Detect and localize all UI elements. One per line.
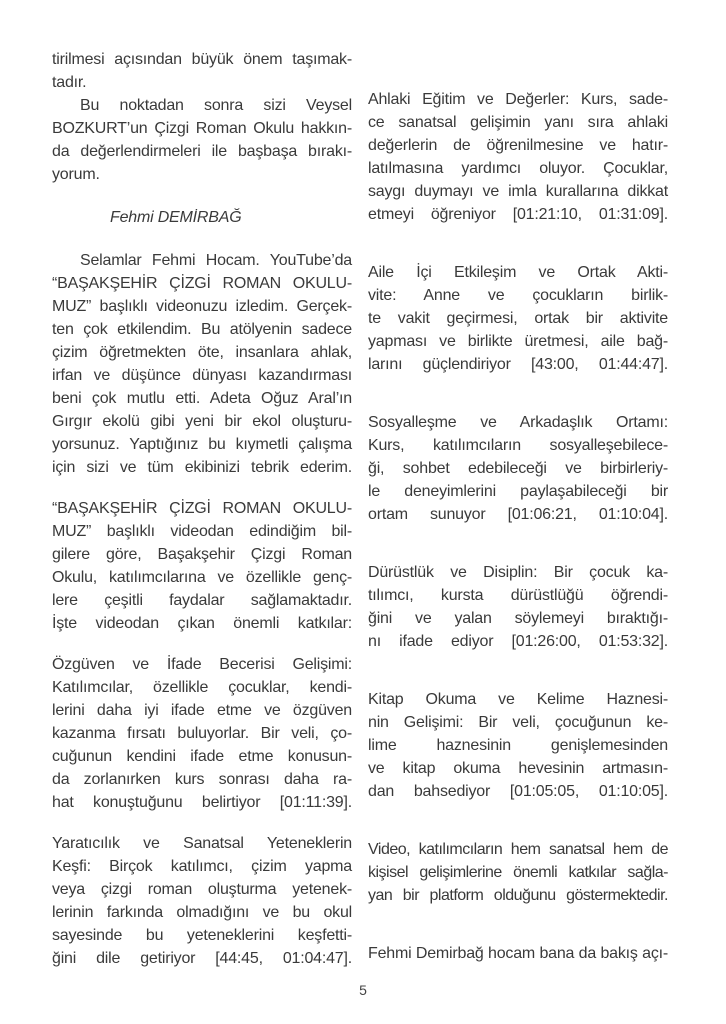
two-column-layout — [52, 48, 668, 970]
text-line: lere çeşitli faydalar sağlamaktadır. — [52, 592, 352, 609]
text-line: Okulu, katılımcılarına ve özellikle genç- — [52, 569, 352, 586]
text-line: larını güçlendiriyor [43:00, 01:44:47]. — [368, 356, 668, 373]
paragraph — [368, 561, 668, 653]
text-line: Yaratıcılık ve Sanatsal Yeteneklerin — [52, 835, 352, 852]
text-line: lerini daha iyi ifade etme ve özgüven — [52, 702, 352, 719]
text-line: Keşfi: Birçok katılımcı, çizim yapma — [52, 858, 352, 875]
text-line: Kitap Okuma ve Kelime Haznesi- — [368, 691, 668, 708]
text-line: yorum. — [52, 166, 100, 183]
text-line: irfan ve düşünce dünyası kazandırması — [52, 367, 352, 384]
text-line: tılımcı, kursta dürüstlüğü öğrendi- — [368, 587, 668, 604]
text-line: Kurs, katılımcıların sosyalleşebilece- — [368, 437, 668, 454]
text-line: kazanma fırsatı buluyorlar. Bir veli, ço- — [52, 725, 352, 742]
text-line: çizim öğretmekten öte, insanlara ahlak, — [52, 344, 352, 361]
text-line: Özgüven ve İfade Becerisi Gelişimi: — [52, 656, 352, 673]
text-line: İşte videodan çıkan önemli katkılar: — [52, 615, 352, 632]
text-line: değerlerin de öğrenilmesine ve hatır- — [368, 137, 668, 154]
text-line: MUZ” başlıklı videodan edindiğim bil- — [52, 523, 352, 540]
paragraph — [368, 942, 668, 965]
paragraph — [52, 497, 352, 635]
paragraph — [52, 653, 352, 814]
text-line: Dürüstlük ve Disiplin: Bir çocuk ka- — [368, 564, 668, 581]
paragraph — [368, 88, 668, 226]
text-line: ortam sunuyor [01:06:21, 01:10:04]. — [368, 506, 668, 523]
text-line: dan bahsediyor [01:05:05, 01:10:05]. — [368, 783, 668, 800]
paragraph — [368, 838, 668, 907]
text-line: cuğunun kendini ifade etme konusun- — [52, 748, 352, 765]
text-line: Fehmi DEMİRBAĞ — [110, 209, 242, 226]
text-line: Ahlaki Eğitim ve Değerler: Kurs, sade- — [368, 91, 668, 108]
right-column — [368, 48, 668, 970]
text-line: MUZ” başlıklı videonuzu izledim. Gerçek- — [52, 298, 352, 315]
text-line: için sizi ve tüm ekibinizi tebrik ederim. — [52, 459, 352, 476]
text-line: vite: Anne ve çocukların birlik- — [368, 287, 668, 304]
page-number: 5 — [359, 982, 367, 998]
text-line: Gırgır ekolü gibi yeni bir ekol oluşturu- — [52, 413, 352, 430]
text-line: “BAŞAKŞEHİR ÇİZGİ ROMAN OKULU- — [52, 275, 352, 292]
text-line: ği, sohbet edebileceği ve birbirleriy- — [368, 460, 668, 477]
text-line: etmeyi öğreniyor [01:21:10, 01:31:09]. — [368, 206, 668, 223]
text-line: le deneyimlerini paylaşabileceği bir — [368, 483, 668, 500]
text-line: gilere göre, Başakşehir Çizgi Roman — [52, 546, 352, 563]
text-line: yorsunuz. Yaptığınız bu kıymetli çalışma — [52, 436, 352, 453]
text-line: latılmasına yardımcı oluyor. Çocuklar, — [368, 160, 668, 177]
text-line: hat konuştuğunu belirtiyor [01:11:39]. — [52, 794, 352, 811]
paragraph — [368, 688, 668, 803]
text-line: Fehmi Demirbağ hocam bana da bakış açı- — [368, 945, 668, 962]
left-column — [52, 48, 352, 970]
text-line: da zorlanırken kurs sonrası daha ra- — [52, 771, 352, 788]
text-line: beni çok mutlu etti. Adeta Oğuz Aral’ın — [52, 390, 352, 407]
signature-paragraph — [52, 206, 352, 229]
text-line: “BAŞAKŞEHİR ÇİZGİ ROMAN OKULU- — [52, 500, 352, 517]
text-line: yapması ve birlikte üretmesi, aile bağ- — [368, 333, 668, 350]
text-line: ten çok etkilendim. Bu atölyenin sadece — [52, 321, 352, 338]
text-line: saygı duymayı ve imla kurallarına dikkat — [368, 183, 668, 200]
text-line: nin Gelişimi: Bir veli, çocuğunun ke- — [368, 714, 668, 731]
paragraph — [52, 249, 352, 479]
text-line: lime haznesinin genişlemesinden — [368, 737, 668, 754]
paragraph — [52, 94, 352, 186]
text-line: ce sanatsal gelişimin yanı sıra ahlaki — [368, 114, 668, 131]
text-line: lerinin farkında olmadığını ve bu okul — [52, 904, 352, 921]
text-line: BOZKURT’un Çizgi Roman Okulu hakkın- — [52, 120, 352, 137]
text-line: Katılımcılar, özellikle çocuklar, kendi- — [52, 679, 352, 696]
text-line: ğini dile getiriyor [44:45, 01:04:47]. — [52, 950, 352, 967]
text-line: Selamlar Fehmi Hocam. YouTube’da — [80, 252, 352, 269]
text-line: sayesinde bu yeteneklerini keşfetti- — [52, 927, 352, 944]
text-line: ve kitap okuma hevesinin artmasın- — [368, 760, 668, 777]
text-line: tadır. — [52, 74, 87, 91]
text-line: da değerlendirmeleri ile başbaşa bırakı- — [52, 143, 352, 160]
paragraph — [368, 411, 668, 526]
text-line: Sosyalleşme ve Arkadaşlık Ortamı: — [368, 414, 668, 431]
text-line: tirilmesi açısından büyük önem taşımak- — [52, 51, 352, 68]
text-line: yan bir platform olduğunu göstermektedir. — [368, 887, 668, 904]
text-line: veya çizgi roman oluşturma yetenek- — [52, 881, 352, 898]
text-line: Aile İçi Etkileşim ve Ortak Akti- — [368, 264, 668, 281]
paragraph — [52, 832, 352, 970]
paragraph — [368, 261, 668, 376]
paragraph — [52, 48, 352, 94]
text-line: Bu noktadan sonra sizi Veysel — [80, 97, 352, 114]
text-line: te vakit geçirmesi, ortak bir aktivite — [368, 310, 668, 327]
text-line: Video, katılımcıların hem sanatsal hem de — [368, 841, 668, 858]
text-line: nı ifade ediyor [01:26:00, 01:53:32]. — [368, 633, 668, 650]
text-line: kişisel gelişimlerine önemli katkılar sağla- — [368, 864, 668, 881]
text-line: ğini ve yalan söylemeyi bıraktığı- — [368, 610, 668, 627]
